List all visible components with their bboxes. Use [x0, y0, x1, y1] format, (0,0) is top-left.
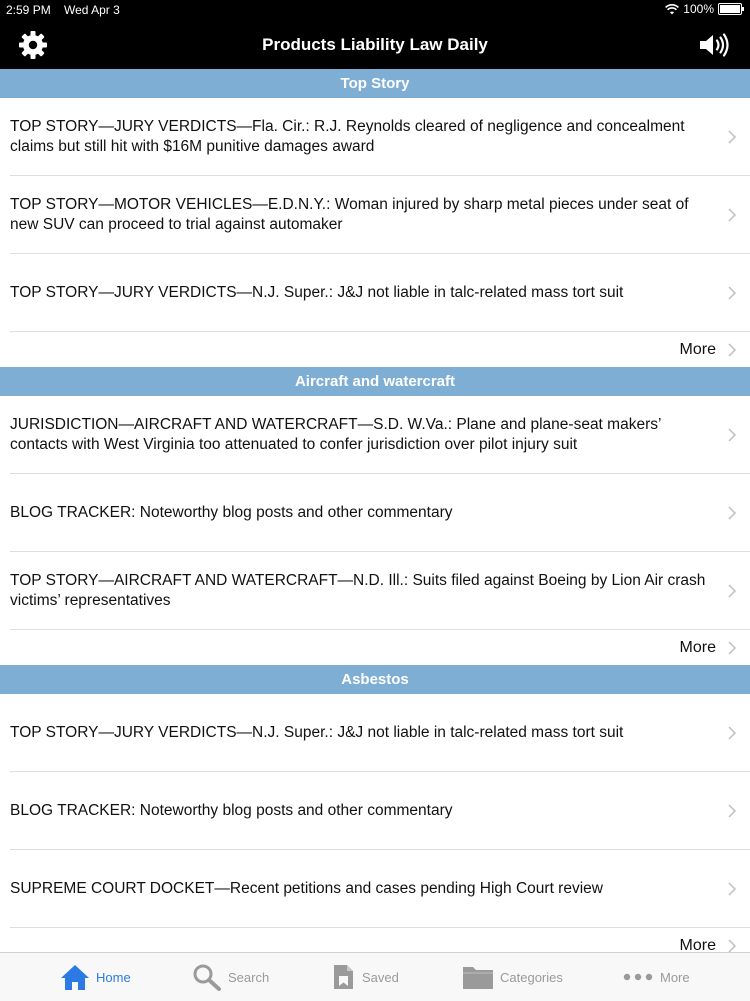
article-row[interactable]	[10, 98, 750, 176]
chevron-right-icon	[728, 208, 736, 222]
more-label: More	[679, 341, 716, 358]
article-title: BLOG TRACKER: Noteworthy blog posts and other commentary	[10, 801, 453, 819]
tab-label: More	[660, 969, 690, 985]
more-button-asbestos[interactable]	[0, 928, 750, 952]
article-title: JURISDICTION—AIRCRAFT AND WATERCRAFT—S.D. W.Va.: Plane and plane-seat makers’ contacts with West Virginia too attenuated to confer jurisdiction over pilot injury suit	[10, 415, 661, 453]
article-row[interactable]	[10, 772, 750, 850]
status-right	[665, 2, 742, 16]
more-button-aircraft[interactable]	[0, 630, 750, 665]
chevron-right-icon	[728, 641, 736, 655]
search-icon	[192, 963, 222, 991]
article-row[interactable]	[10, 552, 750, 630]
more-label: More	[679, 937, 716, 952]
speaker-icon[interactable]	[698, 32, 730, 58]
chevron-right-icon	[728, 428, 736, 442]
tab-home[interactable]	[60, 953, 131, 1001]
tab-label: Categories	[500, 969, 563, 985]
article-title: TOP STORY—JURY VERDICTS—Fla. Cir.: R.J. Reynolds cleared of negligence and concealment claims but still hit with $16M punitive damages award	[10, 117, 685, 155]
tab-search[interactable]	[192, 953, 269, 1001]
article-row[interactable]	[10, 474, 750, 552]
status-time: 2:59 PM	[6, 3, 51, 17]
chevron-right-icon	[728, 882, 736, 896]
article-row[interactable]	[10, 396, 750, 474]
chevron-right-icon	[728, 130, 736, 144]
folder-icon	[462, 963, 494, 991]
saved-icon	[332, 963, 356, 991]
section-header-top-story: Top Story	[0, 69, 750, 98]
tab-bar	[0, 952, 750, 1001]
tab-categories[interactable]	[462, 953, 563, 1001]
article-title: TOP STORY—AIRCRAFT AND WATERCRAFT—N.D. Ill.: Suits filed against Boeing by Lion Air crash victims’ representatives	[10, 571, 706, 609]
chevron-right-icon	[728, 726, 736, 740]
wifi-icon	[665, 4, 679, 15]
battery-icon	[718, 3, 742, 15]
tab-label: Home	[96, 969, 131, 985]
tab-saved[interactable]	[332, 953, 399, 1001]
app-title: Products Liability Law Daily	[262, 35, 488, 54]
tab-more[interactable]	[622, 953, 690, 1001]
chevron-right-icon	[728, 939, 736, 953]
article-row[interactable]	[10, 176, 750, 254]
more-label: More	[679, 639, 716, 656]
section-header-aircraft: Aircraft and watercraft	[0, 367, 750, 396]
more-button-top-story[interactable]	[0, 332, 750, 367]
section-header-asbestos: Asbestos	[0, 665, 750, 694]
chevron-right-icon	[728, 343, 736, 357]
news-list	[0, 69, 750, 952]
status-date: Wed Apr 3	[64, 3, 120, 17]
tab-label: Search	[228, 969, 270, 985]
article-title: BLOG TRACKER: Noteworthy blog posts and other commentary	[10, 503, 453, 521]
tab-label: Saved	[362, 969, 399, 985]
article-title: TOP STORY—MOTOR VEHICLES—E.D.N.Y.: Woman injured by sharp metal pieces under seat of new SUV can proceed to trial against automaker	[10, 195, 689, 233]
article-row[interactable]	[10, 694, 750, 772]
article-row[interactable]	[10, 254, 750, 332]
article-title: TOP STORY—JURY VERDICTS—N.J. Super.: J&J not liable in talc-related mass tort suit	[10, 283, 624, 301]
article-title: TOP STORY—JURY VERDICTS—N.J. Super.: J&J not liable in talc-related mass tort suit	[10, 723, 624, 741]
ellipsis-icon	[622, 963, 654, 991]
battery-percent: 100%	[683, 2, 714, 16]
article-row[interactable]	[10, 850, 750, 928]
home-icon	[60, 963, 90, 991]
top-bar	[0, 0, 750, 69]
chevron-right-icon	[728, 506, 736, 520]
chevron-right-icon	[728, 584, 736, 598]
article-title: SUPREME COURT DOCKET—Recent petitions and cases pending High Court review	[10, 879, 603, 897]
chevron-right-icon	[728, 804, 736, 818]
chevron-right-icon	[728, 286, 736, 300]
